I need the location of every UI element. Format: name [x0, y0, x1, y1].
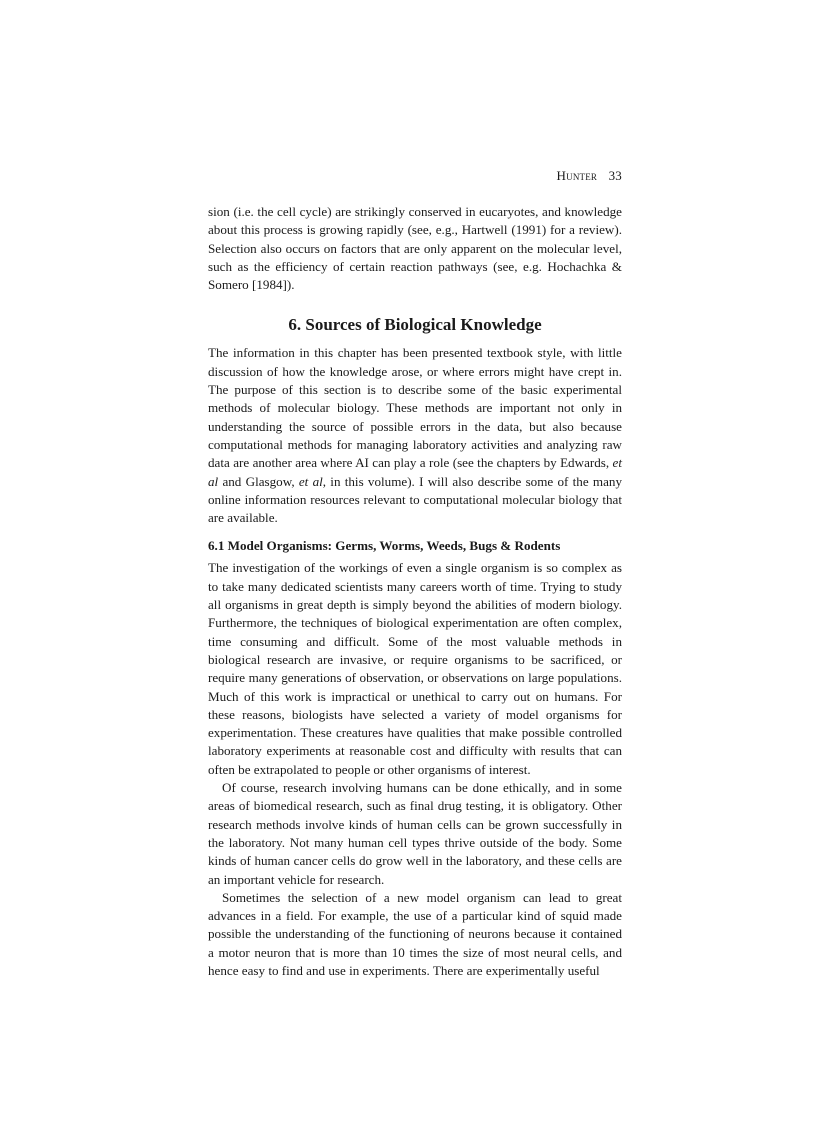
subsection-paragraph-1: The investigation of the workings of even a single organism is so complex as to take many dedicated scientists many careers worth of time. Trying to study all organisms in great depth is simply beyond the abilities of modern biology. Furthermore, the techniques of biological experimentation are often complex, time consuming and difficult. Some of the most valuable methods in biological research are invasive, or require organisms to be sacrificed, or require many generations of observation, or observations on large populations. Much of this work is impractical or unethical to carry out on humans. For these reasons, biologists have selected a variety of model organisms for experimentation. These creatures have qualities that make possible controlled laboratory experiments at reasonable cost and difficulty with results that can often be extrapolated to people or other organisms of interest.	[208, 560, 622, 777]
section-paragraph-text-2: and Glasgow,	[218, 473, 299, 489]
section-paragraph	[208, 344, 622, 527]
section-paragraph-text-1: The information in this chapter has been presented textbook style, with little discussion of how the knowledge arose, or where errors might have crept in. The purpose of this section is to describe some of the basic experimental methods of molecular biology. These methods are important not only in understanding the source of possible errors in the data, but also because computational methods for managing laboratory activities and analyzing raw data are another area where AI can play a role (see the chapters by Edwards,	[208, 345, 622, 471]
subsection-heading: 6.1 Model Organisms: Germs, Worms, Weeds, Bugs & Rodents	[208, 538, 561, 554]
et-al-citation-2: et al	[298, 473, 323, 489]
running-head-author: Hunter	[556, 168, 598, 183]
book-page	[208, 0, 622, 1123]
section-paragraph-text-3: , in this volume). I will also describe some of the many online information resources relevant to computational molecular biology that are available.	[208, 473, 622, 526]
subsection-paragraph-2: Of course, research involving humans can be done ethically, and in some areas of biomedical research, such as final drug testing, it is obligatory. Other research methods involve kinds of human cells can be grown successfully in the laboratory. Not many human cell types thrive outside of the body. Some kinds of human cancer cells do grow well in the laboratory, and these cells are an important vehicle for research.	[208, 780, 622, 887]
body-text	[208, 203, 622, 980]
running-head	[557, 168, 622, 184]
section-heading: 6. Sources of Biological Knowledge	[288, 315, 542, 335]
subsection-paragraph-3: Sometimes the selection of a new model organism can lead to great advances in a field. For example, the use of a particular kind of squid made possible the understanding of the functioning of neurons because it contained a motor neuron that is more than 10 times the size of most neural cells, and hence easy to find and use in experiments. There are experimentally useful	[208, 889, 622, 978]
intro-paragraph: sion (i.e. the cell cycle) are strikingly conserved in eucaryotes, and knowledge about this process is growing rapidly (see, e.g., Hartwell (1991) for a review). Selection also occurs on factors that are only apparent on the molecular level, such as the efficiency of certain reaction pathways (see, e.g. Hochachka & Somero [1984]).	[208, 204, 622, 293]
page-number: 33	[608, 168, 622, 183]
et-al-citation-1: et al	[208, 455, 622, 489]
